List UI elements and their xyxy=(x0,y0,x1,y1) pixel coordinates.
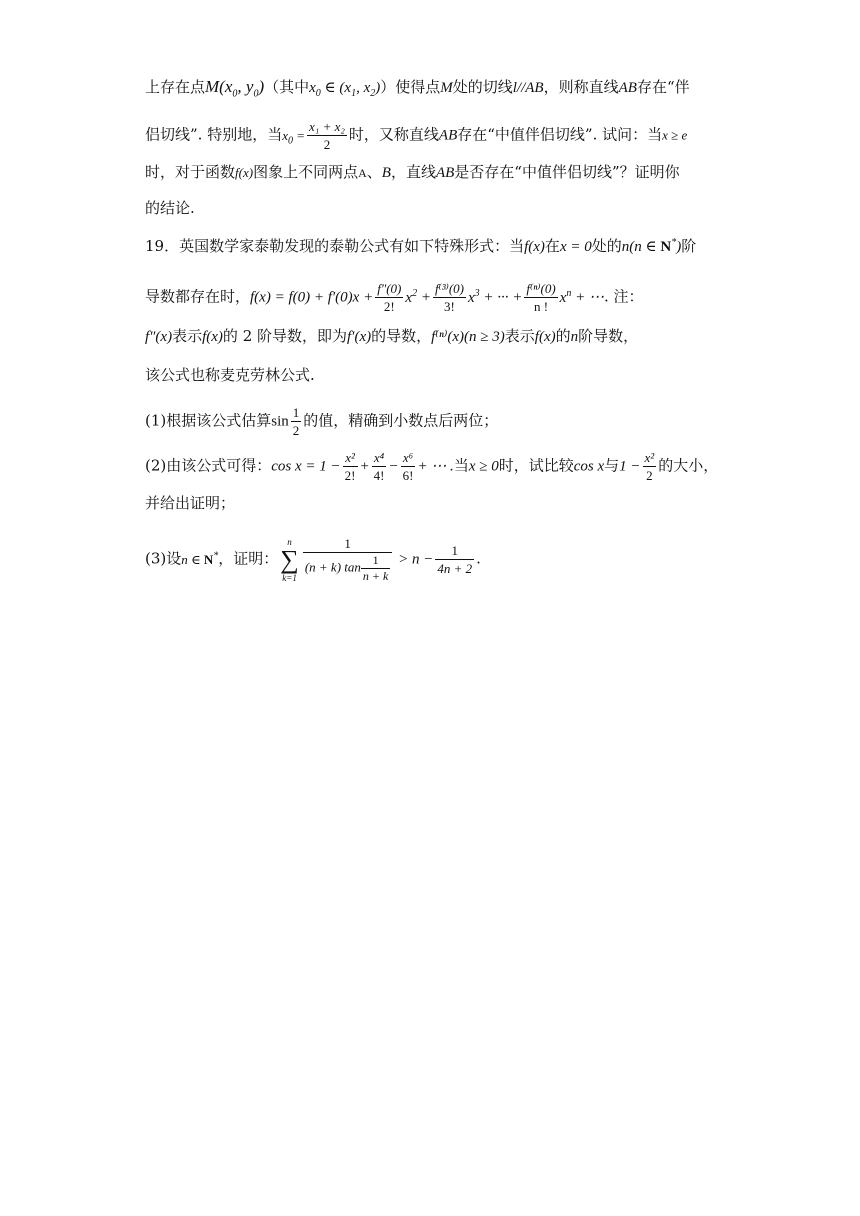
math-x-eq-0: x = 0 xyxy=(559,239,592,255)
text: 的值，精确到小数点后两位； xyxy=(303,411,499,430)
p19-line-2 xyxy=(145,280,725,315)
math-plus: + xyxy=(417,289,431,306)
text: 上存在点 xyxy=(145,78,206,96)
text: . 注： xyxy=(603,287,644,306)
math-fx: f(x) xyxy=(235,165,254,180)
text: (3)设 xyxy=(145,549,182,568)
fraction-x2-2: $\frac{\text{x²}}{2}$ xyxy=(644,450,655,483)
fraction-x6-6fact: $\frac{\text{x⁶}}{6!}$ xyxy=(402,450,414,483)
p18-line-3 xyxy=(145,160,725,185)
p19-line-1 xyxy=(145,234,725,259)
p19-question-3 xyxy=(145,535,725,584)
p19-line-3 xyxy=(145,324,725,349)
math-expr: 1 − xyxy=(619,458,641,475)
math-op: − xyxy=(388,458,399,475)
math-M: M xyxy=(440,80,453,96)
p19-question-2 xyxy=(145,449,725,484)
math-tail: + ⋯ xyxy=(571,289,604,306)
text: 表示 xyxy=(504,327,535,345)
text: ，直线 xyxy=(390,163,436,181)
math-fx: f(x) xyxy=(202,329,223,345)
text: 当 xyxy=(453,456,469,475)
text: 19．英国数学家泰勒发现的泰勒公式有如下特殊形式：当 xyxy=(145,237,525,255)
math-dots: + ··· + xyxy=(479,289,523,306)
text: 的 xyxy=(555,327,571,345)
text: ，则称直线 xyxy=(543,78,619,96)
text: 表示 xyxy=(172,327,203,345)
text: 、 xyxy=(366,163,382,181)
math-A: A xyxy=(358,166,367,180)
math-fp: f′(x) xyxy=(347,329,372,345)
math-cosx: cos x xyxy=(573,458,605,475)
math-fpp: f″(x) xyxy=(145,329,173,345)
math-n-in-N: n(n ∈ N*) xyxy=(621,237,682,255)
text: 阶 xyxy=(681,237,697,255)
text: 在 xyxy=(544,237,560,255)
math-fx: f(x) xyxy=(534,329,556,345)
math-x0-def: $x_0$ = xyxy=(282,127,306,147)
text: 时，又称直线 xyxy=(348,125,439,144)
math-AB: AB xyxy=(438,127,458,144)
text: 时，试比较 xyxy=(498,456,574,475)
p19-question-1 xyxy=(145,404,725,439)
p18-line-1 xyxy=(145,75,725,100)
math-gt: > n − xyxy=(394,551,434,568)
text: (2)由该公式可得： xyxy=(145,456,272,475)
math-x-cubed: $x^3$ xyxy=(468,287,480,306)
text: 导数都存在时， xyxy=(145,287,251,306)
text: 图象上不同两点 xyxy=(253,163,359,181)
text: 的大小， xyxy=(658,456,719,475)
math-tail: + ⋯ . xyxy=(417,458,454,475)
math-AB: AB xyxy=(618,80,637,96)
fraction-midpoint: $\frac{\text{x₁ + x₂}}{2}$ xyxy=(309,119,345,152)
p19-line-4: 该公式也称麦克劳林公式. xyxy=(145,366,315,384)
math-x-n: $x^n$ xyxy=(559,287,572,306)
math-fn: f⁽ⁿ⁾(x)(n ≥ 3) xyxy=(431,329,505,345)
text: 存在“伴 xyxy=(636,78,690,96)
math-op: + xyxy=(359,458,370,475)
text: 是否存在“中值伴侣切线”？证明你 xyxy=(454,163,680,181)
fraction-x4-4fact: $\frac{\text{x⁴}}{4!}$ xyxy=(373,450,385,483)
math-point-M: $M(x_0$, $y_0$) xyxy=(205,77,265,100)
summation: n ∑ k=1 xyxy=(280,536,299,583)
fraction-nth-term: $\frac{\text{f⁽ⁿ⁾(0)}}{n !}$ xyxy=(526,281,556,314)
text: ，证明： xyxy=(218,549,279,568)
fraction-rhs: $\frac{1}{4n + 2}$ xyxy=(437,543,473,576)
math-n-in-N: n ∈ N* xyxy=(181,550,219,567)
fraction-one-half: $\frac{1}{2}$ xyxy=(292,405,300,438)
text: 的导数， xyxy=(371,327,432,345)
math-sin: sin xyxy=(271,413,289,430)
text: 时，对于函数 xyxy=(145,163,236,181)
text: 阶导数， xyxy=(578,327,639,345)
p18-line-4: 的结论. xyxy=(145,199,195,217)
text: 侣切线”. 特别地，当 xyxy=(145,125,283,144)
text: 存在“中值伴侣切线”. 试问：当 xyxy=(457,125,663,144)
text: 的 2 阶导数，即为 xyxy=(222,327,348,345)
text: 处的 xyxy=(591,237,622,255)
math-AB: AB xyxy=(435,165,455,181)
p19-question-2-line-2: 并给出证明； xyxy=(145,494,236,512)
math-cos-series-head: cos x = 1 − xyxy=(271,458,341,475)
text: . xyxy=(476,549,481,568)
math-taylor-head: f(x) = f(0) + f′(0)x + xyxy=(250,289,374,306)
fraction-sum-term: 1 (n + k) tan $\frac{1}{n + k}$ xyxy=(303,535,393,584)
math-fx: f(x) xyxy=(524,239,545,255)
fraction-second-term: $\frac{f''(0)}{2!}$ xyxy=(377,281,402,314)
math-condition: x ≥ e xyxy=(662,127,688,143)
text: （其中 xyxy=(264,78,310,96)
math-condition: x ≥ 0 xyxy=(468,458,499,475)
math-x0-range: $x_0$ ∈ ($x_1$, $x_2$) xyxy=(309,80,381,99)
fraction-nested: $\frac{1}{n + k}$ xyxy=(362,553,389,583)
text: 处的切线 xyxy=(452,78,513,96)
text: ）使得点 xyxy=(380,78,441,96)
fraction-x2-2fact: $\frac{\text{x²}}{2!}$ xyxy=(344,450,356,483)
text: 与 xyxy=(604,456,620,475)
math-x-squared: $x^2$ xyxy=(405,287,418,306)
p18-line-2 xyxy=(145,118,725,153)
fraction-third-term: $\frac{\text{f⁽³⁾(0)}}{3!}$ xyxy=(434,281,464,314)
math-n: n xyxy=(570,329,579,345)
math-B: B xyxy=(381,165,391,181)
text: (1)根据该公式估算 xyxy=(145,411,272,430)
math-l-parallel-AB: l//AB xyxy=(512,80,544,96)
